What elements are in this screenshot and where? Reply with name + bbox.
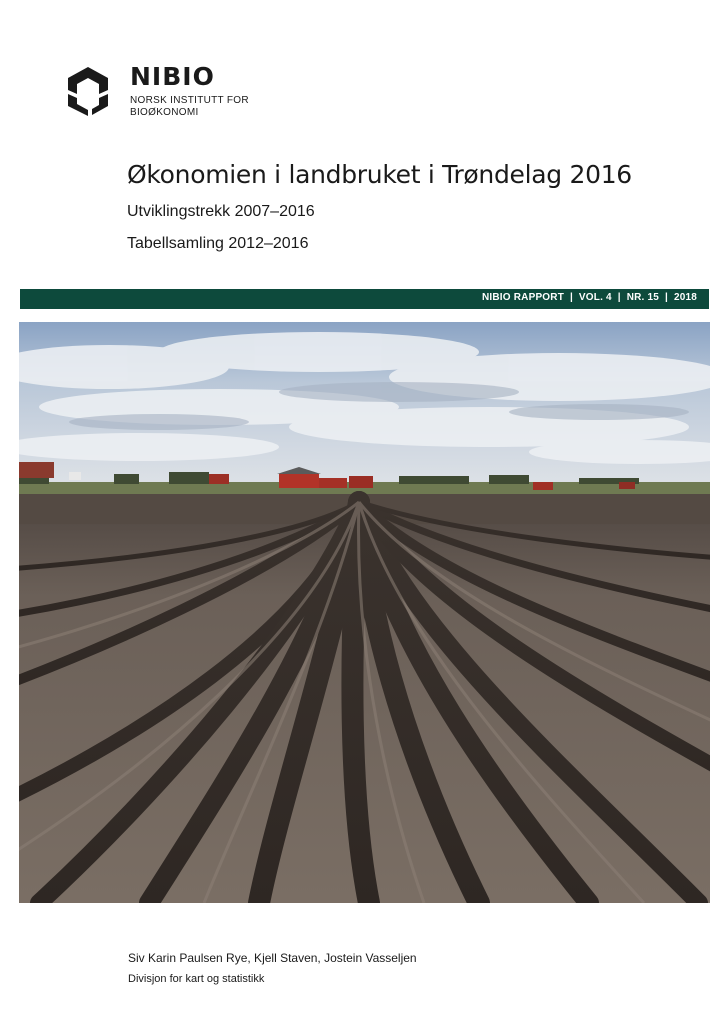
- authors: Siv Karin Paulsen Rye, Kjell Staven, Jostein Vasseljen: [128, 951, 417, 965]
- division: Divisjon for kart og statistikk: [128, 973, 265, 985]
- report-subtitle-1: Utviklingstrekk 2007–2016: [127, 203, 315, 220]
- report-title: Økonomien i landbruket i Trøndelag 2016: [127, 160, 632, 189]
- series-line: NIBIO RAPPORT | VOL. 4 | NR. 15 | 2018: [481, 292, 697, 303]
- series-band: [20, 289, 709, 309]
- cover-photo: [19, 322, 710, 903]
- report-subtitle-2: Tabellsamling 2012–2016: [127, 235, 309, 252]
- nibio-logo-icon: [64, 64, 112, 118]
- cover-photo-image: [19, 322, 710, 903]
- logo-subtitle: NORSK INSTITUTT FOR BIOØKONOMI: [130, 95, 249, 118]
- logo-name: NIBIO: [130, 62, 215, 91]
